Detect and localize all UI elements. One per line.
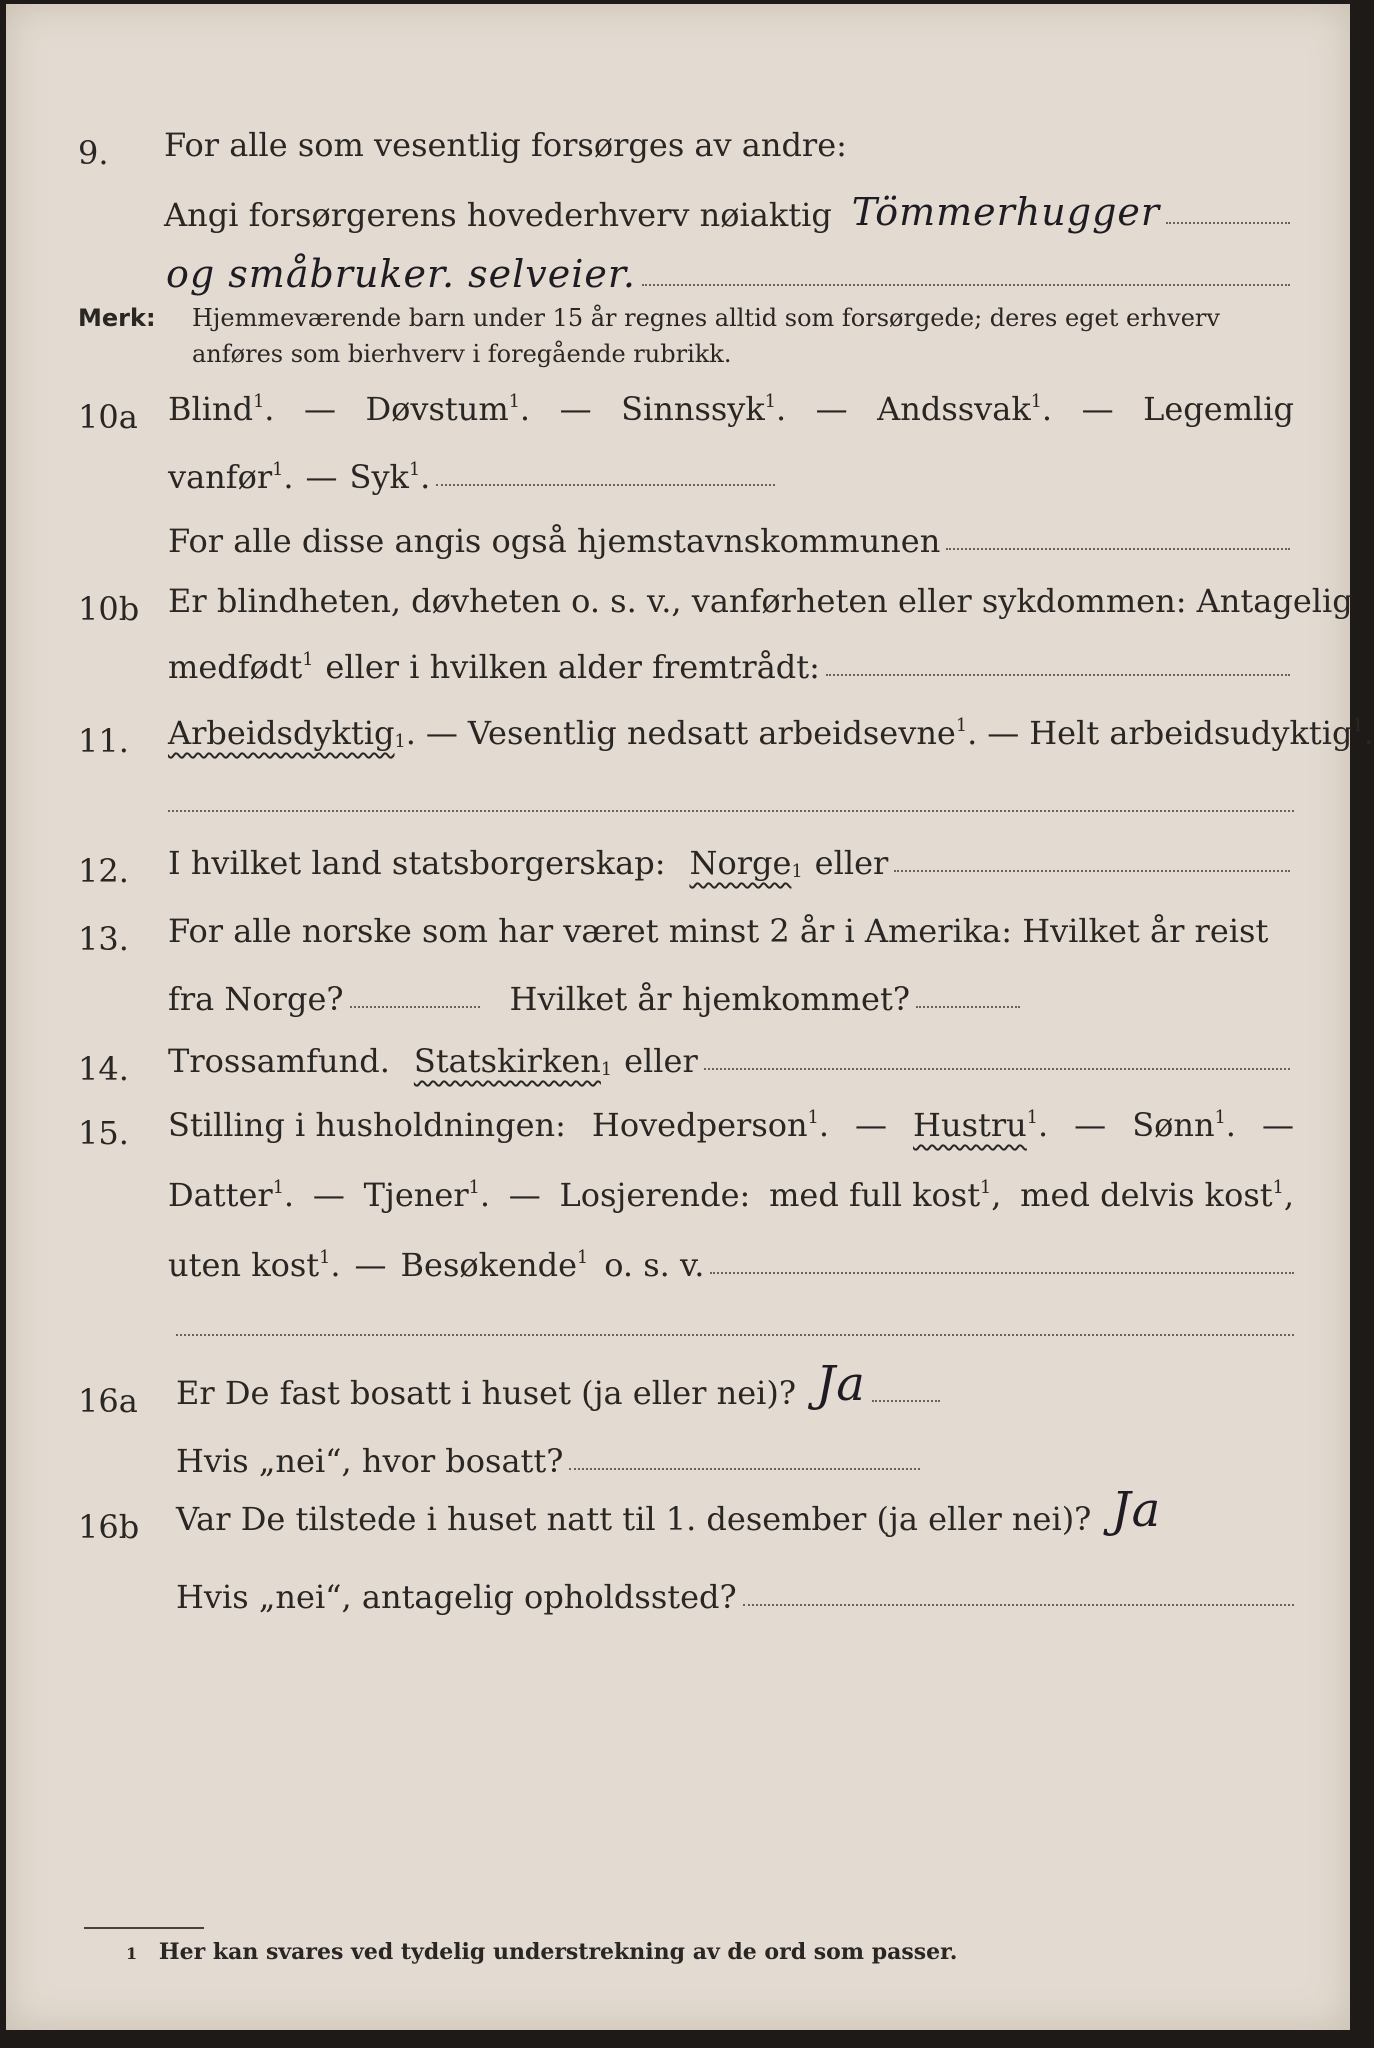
q10a-line2: vanfør$^1$. — Syk$^1$. [168, 444, 775, 496]
q16a-answer[interactable]: Ja [816, 1356, 866, 1412]
q15-line1: Stilling i husholdningen: Hovedperson$^1$. — Hustru$^1$. — Sønn$^1$. — [168, 1106, 1294, 1144]
q10a-line3: For alle disse angis også hjemstavnskommunen [168, 508, 1290, 560]
item-number-16b: 16b [78, 1508, 140, 1546]
item-number-14: 14. [78, 1050, 129, 1088]
opt-andssvak[interactable]: Andssvak$^1$. [877, 390, 1053, 428]
q11-line1: Arbeidsdyktig $_1$ . — Vesentlig nedsatt arbeidsevne$^1$. — Helt arbeidsudyktig$^1$. [168, 714, 1374, 752]
q15-line2: Datter$^1$. — Tjener$^1$. — Losjerende: med full kost$^1$, med delvis kost$^1$, [168, 1176, 1294, 1214]
item-number-15: 15. [78, 1114, 129, 1152]
footnote-mark: 1 [126, 1944, 138, 1963]
item-number-13: 13. [78, 920, 129, 958]
q16b-line2: Hvis „nei“, antagelig opholdssted? [176, 1564, 1294, 1616]
merk-label: Merk: [78, 304, 156, 332]
merk-line2: anføres som bierhverv i foregående rubrikk. [192, 340, 732, 368]
q9-line3 [156, 244, 1290, 296]
opt-uten-kost[interactable]: uten kost$^1$. [168, 1246, 341, 1284]
footnote-rule [84, 1927, 204, 1929]
q9-line1: For alle som vesentlig forsørges av andre: [164, 126, 847, 164]
q16a-line1: Er De fast bosatt i huset (ja eller nei)? Ja [176, 1360, 940, 1412]
q11-blank-line [168, 810, 1294, 812]
q15-line3: uten kost$^1$. — Besøkende$^1$ o. s. v. [168, 1232, 1294, 1284]
census-form [6, 4, 1374, 2030]
opt-statskirken[interactable]: Statskirken [413, 1042, 601, 1080]
item-number-16a: 16a [78, 1382, 138, 1420]
q10a-line1: Blind$^1$. — Døvstum$^1$. — Sinnssyk$^1$. — Andssvak$^1$. — Legemlig [168, 390, 1294, 428]
opt-hovedperson[interactable]: Hovedperson$^1$. [591, 1106, 829, 1144]
opt-blind[interactable]: Blind$^1$. [168, 390, 275, 428]
q16a-line2: Hvis „nei“, hvor bosatt? [176, 1428, 920, 1480]
item-number-10a: 10a [78, 398, 138, 436]
q16b-answer[interactable]: Ja [1111, 1482, 1162, 1538]
opt-datter[interactable]: Datter$^1$. [168, 1176, 295, 1214]
q9-answer-occupation[interactable]: Tömmerhugger [851, 190, 1161, 234]
q15-blank-line [176, 1334, 1294, 1336]
opt-full-kost[interactable]: med full kost$^1$, [769, 1176, 1002, 1214]
form-page [6, 4, 1374, 2030]
opt-vanfor[interactable]: vanfør$^1$. [168, 458, 294, 496]
footnote [126, 1939, 957, 1965]
opt-arbeidsdyktig[interactable]: Arbeidsdyktig [168, 714, 395, 752]
q10b-line1: Er blindheten, døvheten o. s. v., vanførheten eller sykdommen: Antagelig [168, 582, 1353, 620]
opt-delvis-kost[interactable]: med delvis kost$^1$, [1020, 1176, 1294, 1214]
footnote-text: Her kan svares ved tydelig understrekning av de ord som passer. [158, 1939, 958, 1965]
opt-sonn[interactable]: Sønn$^1$. [1132, 1106, 1236, 1144]
q10b-line2: medfødt$^1$ eller i hvilken alder fremtrådt: [168, 634, 1290, 686]
item-number-10b: 10b [78, 590, 140, 628]
opt-nedsatt[interactable]: Vesentlig nedsatt arbeidsevne$^1$. [467, 714, 978, 752]
opt-sinnssyk[interactable]: Sinnssyk$^1$. [621, 390, 787, 428]
q14-line: Trossamfund. Statskirken $_1$ eller [168, 1028, 1290, 1080]
opt-norge[interactable]: Norge [689, 844, 792, 882]
opt-besokende[interactable]: Besøkende$^1$ [400, 1246, 589, 1284]
opt-tjener[interactable]: Tjener$^1$. [363, 1176, 490, 1214]
merk-line1: Hjemmeværende barn under 15 år regnes alltid som forsørgede; deres eget erhverv [192, 304, 1220, 332]
q13-line2: fra Norge? Hvilket år hjemkommet? [168, 966, 1020, 1018]
q9-line2: Angi forsørgerens hovederhverv nøiaktig Tömmerhugger [164, 182, 1290, 234]
item-number-12: 12. [78, 852, 129, 890]
q13-line1: For alle norske som har været minst 2 år i Amerika: Hvilket år reist [168, 912, 1269, 950]
opt-hustru[interactable]: Hustru$^1$. [913, 1106, 1049, 1144]
opt-udyktig[interactable]: Helt arbeidsudyktig$^1$. [1029, 714, 1374, 752]
opt-legemlig[interactable]: Legemlig [1143, 390, 1294, 428]
opt-medfodt[interactable]: medfødt$^1$ [168, 648, 314, 686]
q16b-line1: Var De tilstede i huset natt til 1. desember (ja eller nei)? Ja [176, 1482, 1162, 1538]
q12-line: I hvilket land statsborgerskap: Norge $_1$ eller [168, 830, 1290, 882]
item-number-11: 11. [78, 722, 129, 760]
opt-syk[interactable]: Syk$^1$. [349, 458, 431, 496]
opt-dovstum[interactable]: Døvstum$^1$. [365, 390, 531, 428]
q9-answer-occupation-cont[interactable]: og småbruker. selveier. [166, 252, 636, 296]
item-number-9: 9. [78, 134, 109, 172]
